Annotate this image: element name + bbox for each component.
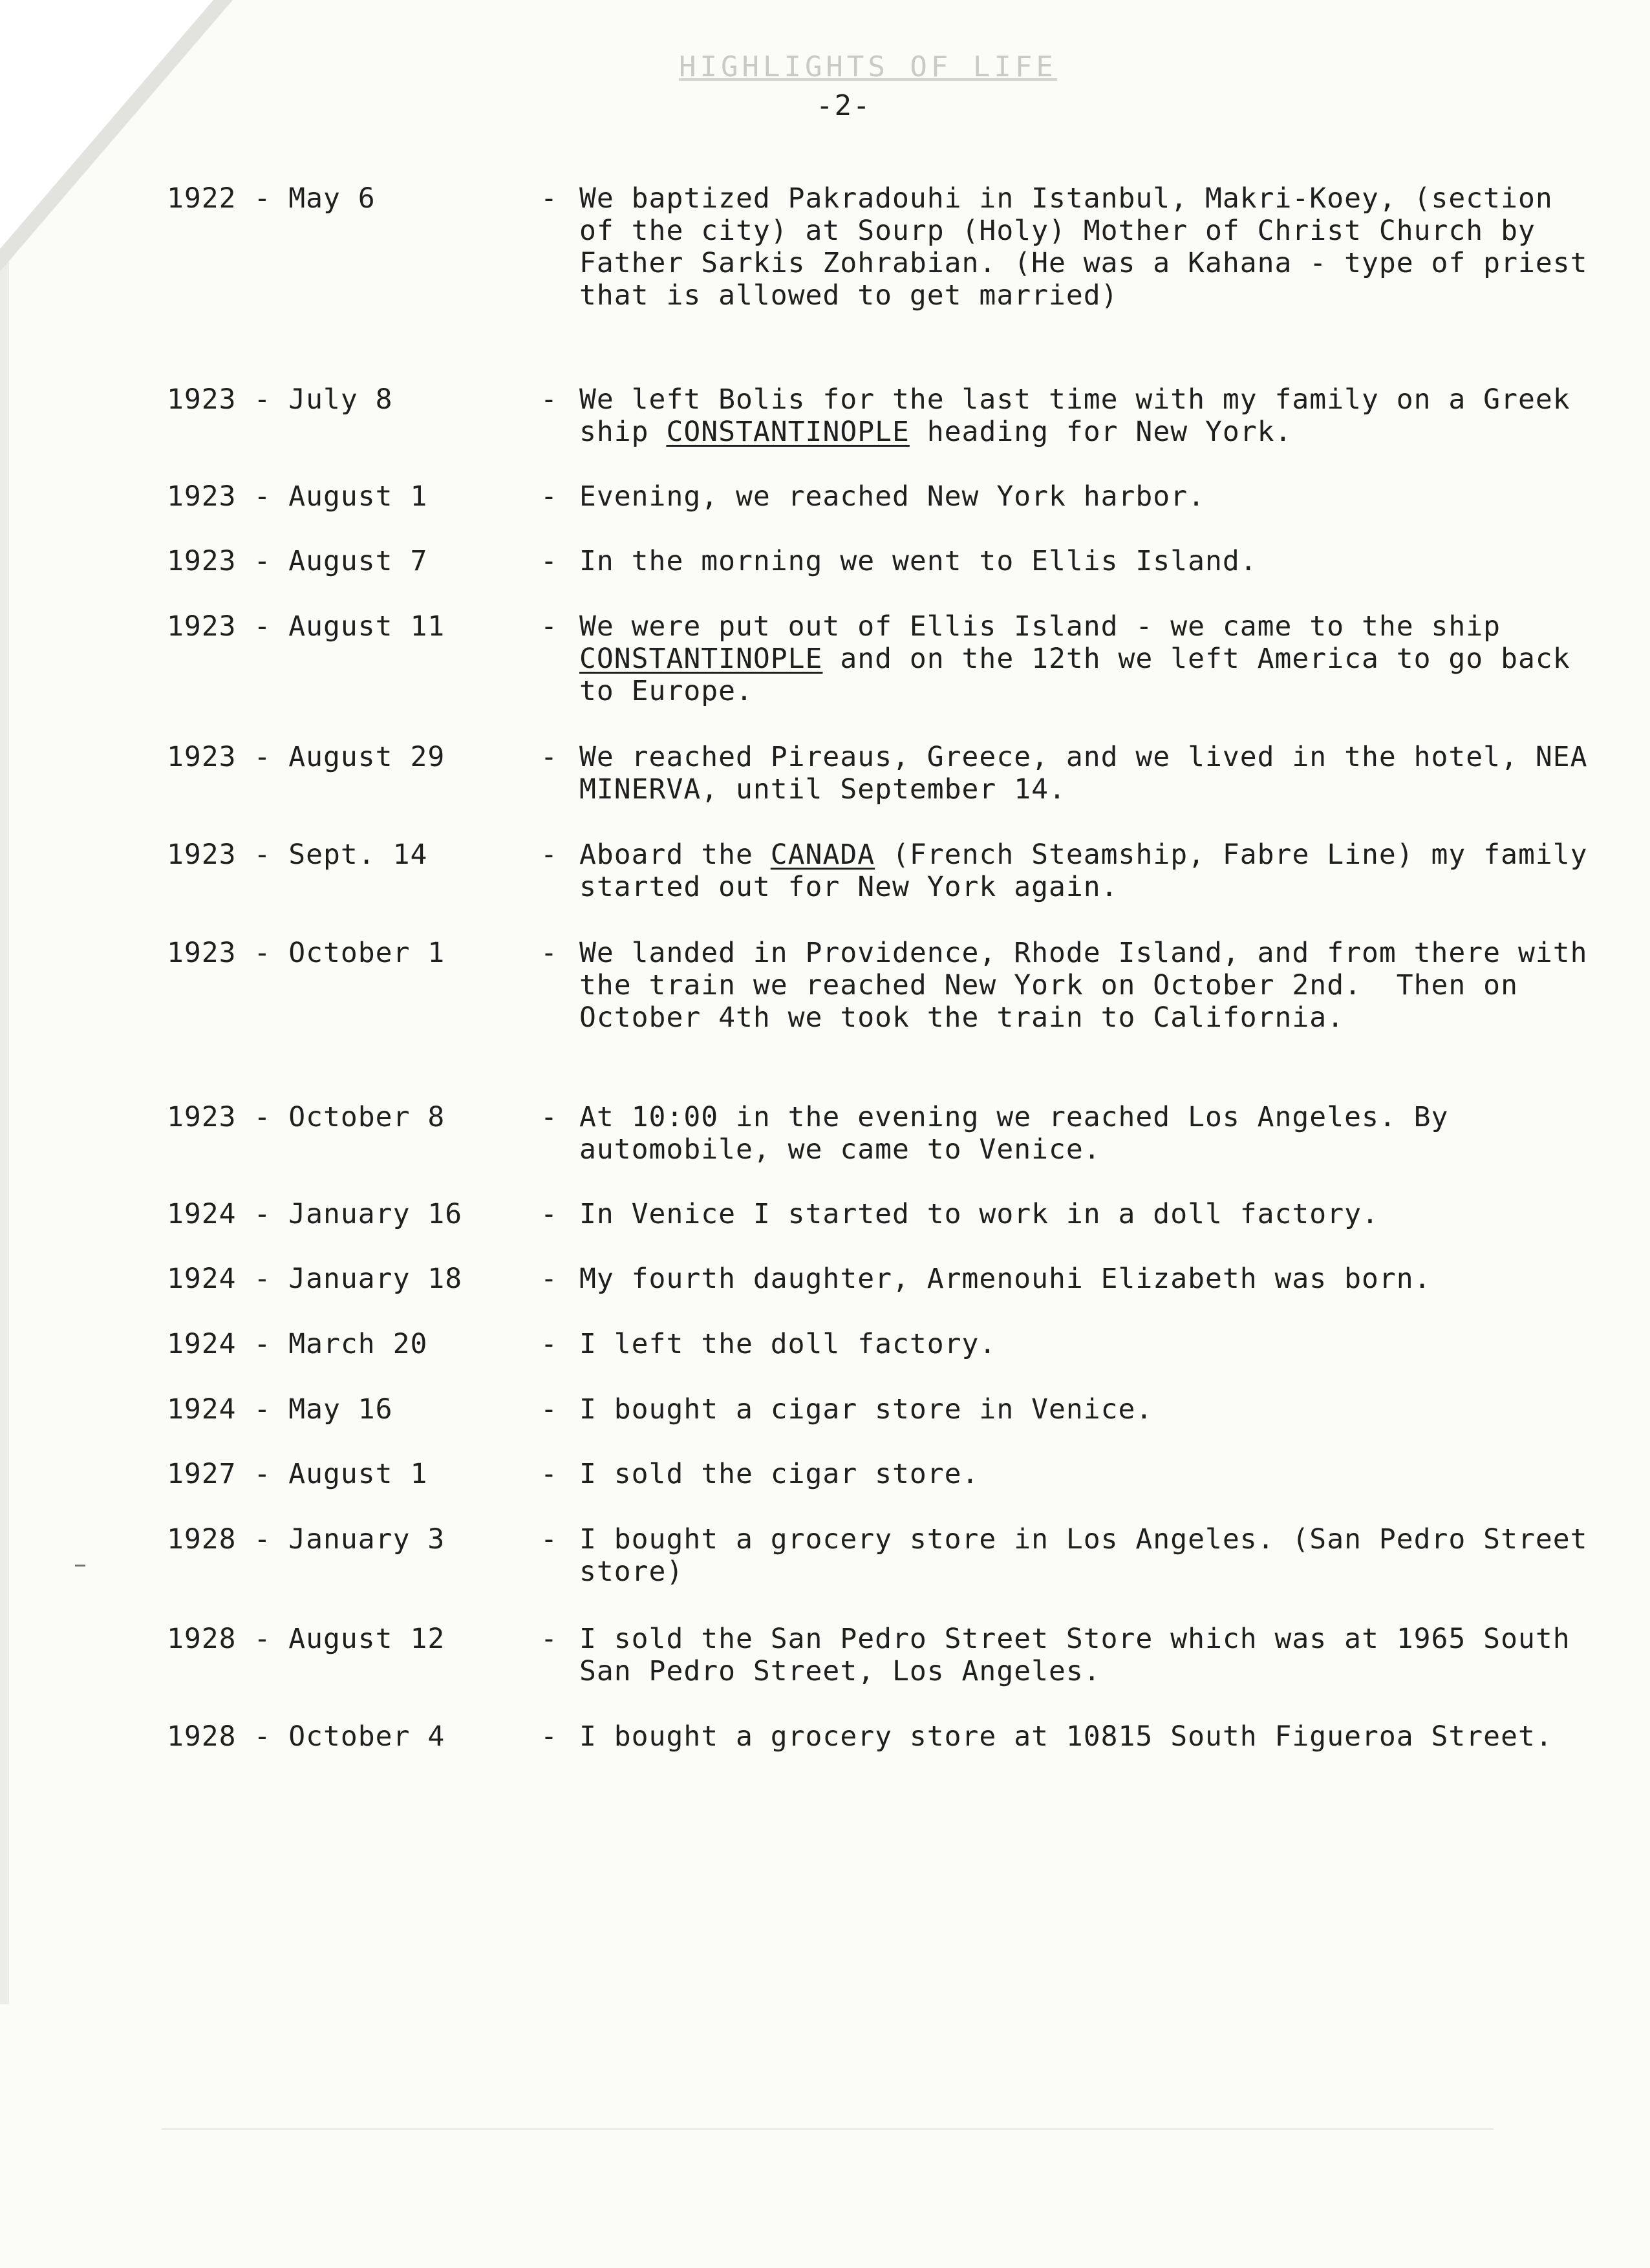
- entry-text-segment: We reached Pireaus, Greece, and we lived in the hotel, NEA MINERVA, until September 14.: [579, 741, 1605, 806]
- entry-year: 1924: [167, 1328, 237, 1360]
- entry-dash: -: [541, 383, 558, 416]
- entry-date: [167, 1328, 427, 1360]
- entry-text: [579, 1198, 1588, 1230]
- margin-mark: [75, 1565, 85, 1567]
- date-separator: -: [236, 1623, 289, 1655]
- date-separator: -: [236, 741, 289, 773]
- entry-date: [167, 1458, 427, 1490]
- entry-text-segment: I bought a grocery store at 10815 South Figueroa Street.: [579, 1720, 1553, 1753]
- entry-dash: -: [541, 937, 558, 969]
- entry-month-day: May 16: [288, 1393, 393, 1426]
- entry-dash: -: [541, 1263, 558, 1295]
- entry-text: [579, 1623, 1588, 1687]
- entry-dash: -: [541, 1720, 558, 1753]
- entry-text: [579, 937, 1605, 1034]
- entry-dash: -: [541, 1101, 558, 1133]
- entry-text: [579, 182, 1605, 312]
- entry-year: 1923: [167, 839, 237, 871]
- entry-text-segment: Aboard the: [579, 839, 771, 871]
- entry-year: 1923: [167, 383, 237, 416]
- entry-date: [167, 480, 427, 513]
- entry-month-day: January 16: [288, 1198, 463, 1230]
- entry-year: 1923: [167, 545, 237, 577]
- entry-text: [579, 610, 1588, 707]
- entry-month-day: August 1: [288, 1458, 428, 1490]
- date-separator: -: [236, 1720, 289, 1753]
- entry-year: 1927: [167, 1458, 237, 1490]
- entry-text-segment: We landed in Providence, Rhode Island, and from there with the train we reached New York on October 2nd. Then on October 4th we took the train to California.: [579, 937, 1605, 1034]
- entry-text: [579, 1458, 1588, 1490]
- entry-text-segment: We left Bolis for the last time with my family on a Greek ship: [579, 383, 1588, 448]
- entry-text-segment: At 10:00 in the evening we reached Los Angeles. By automobile, we came to Venice.: [579, 1101, 1466, 1166]
- date-separator: -: [236, 1523, 289, 1556]
- entry-dash: -: [541, 1393, 558, 1426]
- entry-text: [579, 839, 1605, 903]
- entry-dash: -: [541, 610, 558, 643]
- entry-month-day: March 20: [288, 1328, 428, 1360]
- entry-year: 1924: [167, 1198, 237, 1230]
- bottom-rule: [162, 2128, 1494, 2130]
- entry-text: [579, 545, 1588, 577]
- entry-dash: -: [541, 545, 558, 577]
- date-separator: -: [236, 182, 289, 215]
- entry-dash: -: [541, 1523, 558, 1556]
- entry-text-segment: My fourth daughter, Armenouhi Elizabeth was born.: [579, 1263, 1431, 1295]
- entry-dash: -: [541, 480, 558, 513]
- entry-text: [579, 1101, 1588, 1166]
- entry-text: [579, 480, 1588, 513]
- entry-month-day: August 12: [288, 1623, 445, 1655]
- entry-year: 1928: [167, 1720, 237, 1753]
- entry-year: 1924: [167, 1263, 237, 1295]
- entry-date: [167, 1101, 445, 1133]
- entry-dash: -: [541, 1458, 558, 1490]
- ship-name: CONSTANTINOPLE: [666, 416, 910, 448]
- entry-text-segment: We were put out of Ellis Island - we came to the ship: [579, 610, 1518, 643]
- entry-date: [167, 182, 376, 215]
- entry-dash: -: [541, 1623, 558, 1655]
- entry-dash: -: [541, 1198, 558, 1230]
- entry-date: [167, 1263, 462, 1295]
- entry-date: [167, 383, 393, 416]
- entry-dash: -: [541, 741, 558, 773]
- entry-text-segment: I sold the San Pedro Street Store which was at 1965 South San Pedro Street, Los Angeles.: [579, 1623, 1588, 1687]
- entry-text-segment: In the morning we went to Ellis Island.: [579, 545, 1258, 577]
- entry-date: [167, 545, 427, 577]
- page-number: -2-: [816, 89, 872, 122]
- date-separator: -: [236, 480, 289, 513]
- entry-date: [167, 1623, 445, 1655]
- entry-date: [167, 1198, 462, 1230]
- entry-year: 1924: [167, 1393, 237, 1426]
- date-separator: -: [236, 383, 289, 416]
- entry-dash: -: [541, 182, 558, 215]
- entry-month-day: Sept. 14: [288, 839, 428, 871]
- page-edge-shadow: [0, 233, 9, 2004]
- entry-text-segment: I bought a grocery store in Los Angeles. (San Pedro Street store): [579, 1523, 1605, 1588]
- date-separator: -: [236, 1393, 289, 1426]
- entry-date: [167, 937, 445, 969]
- entry-text: [579, 1393, 1588, 1426]
- entry-month-day: January 18: [288, 1263, 463, 1295]
- date-separator: -: [236, 545, 289, 577]
- entry-date: [167, 839, 427, 871]
- entry-year: 1928: [167, 1623, 237, 1655]
- entry-text-segment: Evening, we reached New York harbor.: [579, 480, 1205, 513]
- entry-text-segment: In Venice I started to work in a doll factory.: [579, 1198, 1379, 1230]
- entry-text-segment: (French Steamship, Fabre Line) my family started out for New York again.: [579, 839, 1605, 903]
- entry-year: 1923: [167, 937, 237, 969]
- entry-year: 1923: [167, 480, 237, 513]
- entry-month-day: August 29: [288, 741, 445, 773]
- entry-date: [167, 741, 445, 773]
- entry-year: 1923: [167, 741, 237, 773]
- entry-date: [167, 1523, 445, 1556]
- entry-text-segment: heading for New York.: [909, 416, 1292, 448]
- entry-text: [579, 383, 1588, 448]
- entry-month-day: August 11: [288, 610, 445, 643]
- entry-text-segment: I sold the cigar store.: [579, 1458, 980, 1490]
- entry-text: [579, 1720, 1588, 1753]
- entry-text-segment: I left the doll factory.: [579, 1328, 997, 1360]
- entry-text-segment: and on the 12th we left America to go back to Europe.: [579, 643, 1588, 707]
- entry-dash: -: [541, 839, 558, 871]
- entry-year: 1923: [167, 1101, 237, 1133]
- entry-month-day: October 1: [288, 937, 445, 969]
- entry-month-day: October 8: [288, 1101, 445, 1133]
- entry-year: 1923: [167, 610, 237, 643]
- entry-text: [579, 1263, 1588, 1295]
- date-separator: -: [236, 1198, 289, 1230]
- date-separator: -: [236, 1101, 289, 1133]
- entry-date: [167, 1720, 445, 1753]
- bleed-through-title: HIGHLIGHTS OF LIFE: [679, 50, 1057, 83]
- date-separator: -: [236, 610, 289, 643]
- entry-text-segment: I bought a cigar store in Venice.: [579, 1393, 1153, 1426]
- date-separator: -: [236, 1328, 289, 1360]
- date-separator: -: [236, 1263, 289, 1295]
- entry-text: [579, 1328, 1588, 1360]
- date-separator: -: [236, 937, 289, 969]
- entry-year: 1922: [167, 182, 237, 215]
- entry-text: [579, 1523, 1605, 1588]
- entry-month-day: August 7: [288, 545, 428, 577]
- entry-month-day: January 3: [288, 1523, 445, 1556]
- entry-text: [579, 741, 1605, 806]
- entry-month-day: October 4: [288, 1720, 445, 1753]
- entry-text-segment: We baptized Pakradouhi in Istanbul, Makri-Koey, (section of the city) at Sourp (Holy) Mother of Christ Church by Father Sarkis Zohrabian. (He was a Kahana - type of priest that is allowed to get married): [579, 182, 1605, 312]
- entry-year: 1928: [167, 1523, 237, 1556]
- entry-date: [167, 1393, 393, 1426]
- ship-name: CONSTANTINOPLE: [579, 643, 823, 675]
- date-separator: -: [236, 1458, 289, 1490]
- entry-month-day: July 8: [288, 383, 393, 416]
- entry-date: [167, 610, 445, 643]
- entry-month-day: August 1: [288, 480, 428, 513]
- entry-month-day: May 6: [288, 182, 376, 215]
- date-separator: -: [236, 839, 289, 871]
- ship-name: CANADA: [770, 839, 875, 871]
- entry-dash: -: [541, 1328, 558, 1360]
